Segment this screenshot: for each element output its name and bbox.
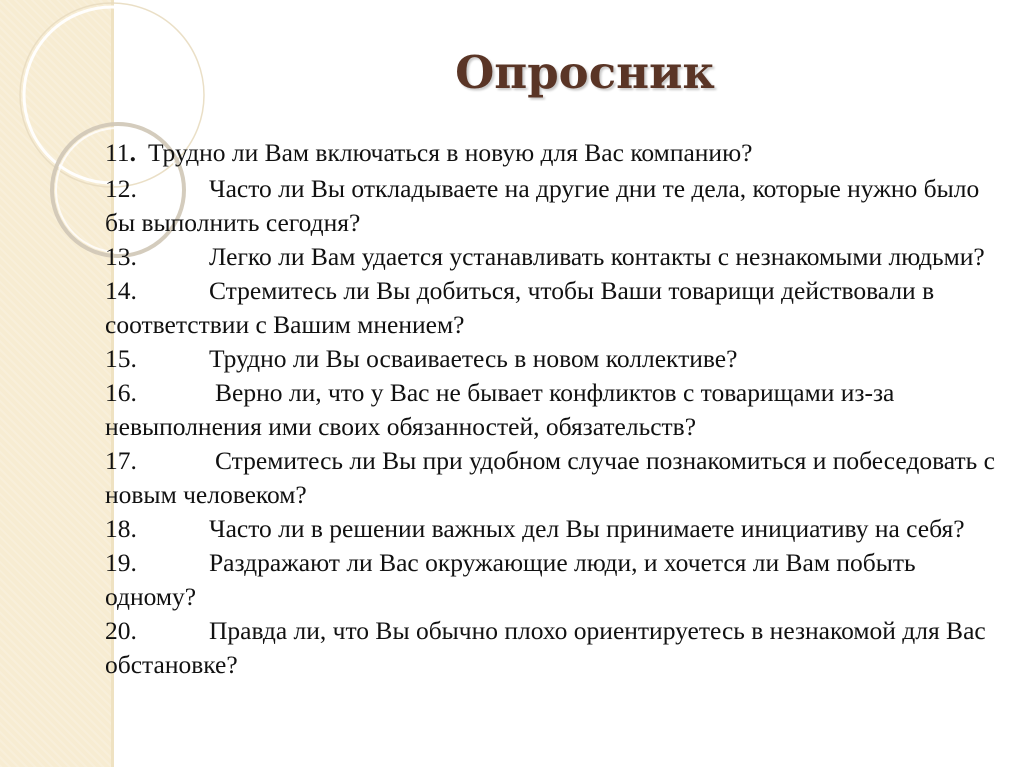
question-number: 20.	[105, 616, 137, 645]
question-number-dot: .	[129, 138, 136, 167]
question-text: Правда ли, что Вы обычно плохо ориентируетесь в незнакомой для Вас обстановке?	[105, 616, 986, 679]
question-number-value: 11	[105, 138, 130, 167]
question-text: Трудно ли Вы осваиваетесь в новом коллективе?	[209, 344, 738, 373]
question-number: 19.	[105, 548, 137, 577]
question-text: Верно ли, что у Вас не бывает конфликтов с товарищами из-за невыполнения ими своих обязанностей, обязательств?	[105, 378, 895, 441]
slide-title: Опросник	[455, 46, 715, 99]
question-item	[105, 444, 1010, 512]
question-number: 18.	[105, 514, 137, 543]
question-list	[105, 136, 1010, 682]
question-item	[105, 546, 1010, 614]
question-text: Раздражают ли Вас окружающие люди, и хочется ли Вам побыть одному?	[105, 548, 916, 611]
question-item	[105, 274, 1010, 342]
question-text: Часто ли Вы откладываете на другие дни те дела, которые нужно было бы выполнить сегодня?	[105, 174, 980, 237]
question-text: Стремитесь ли Вы добиться, чтобы Ваши товарищи действовали в соответствии с Вашим мнением?	[105, 276, 935, 339]
question-item	[105, 512, 1010, 546]
question-text: Стремитесь ли Вы при удобном случае познакомиться и побеседовать с новым человеком?	[105, 446, 995, 509]
question-number: 12.	[105, 174, 137, 203]
question-text: Часто ли в решении важных дел Вы принимаете инициативу на себя?	[209, 514, 965, 543]
question-item	[105, 614, 1010, 682]
question-item	[105, 136, 1010, 170]
question-number	[105, 138, 136, 167]
question-text: Трудно ли Вам включаться в новую для Вас компанию?	[147, 138, 753, 167]
question-number: 17.	[105, 446, 137, 475]
question-number: 15.	[105, 344, 137, 373]
question-number: 16.	[105, 378, 137, 407]
question-item	[105, 172, 1010, 240]
question-item	[105, 376, 1010, 444]
question-item	[105, 342, 1010, 376]
question-number: 14.	[105, 276, 137, 305]
question-item	[105, 240, 1010, 274]
question-text: Легко ли Вам удается устанавливать контакты с незнакомыми людьми?	[209, 242, 985, 271]
question-number: 13.	[105, 242, 137, 271]
